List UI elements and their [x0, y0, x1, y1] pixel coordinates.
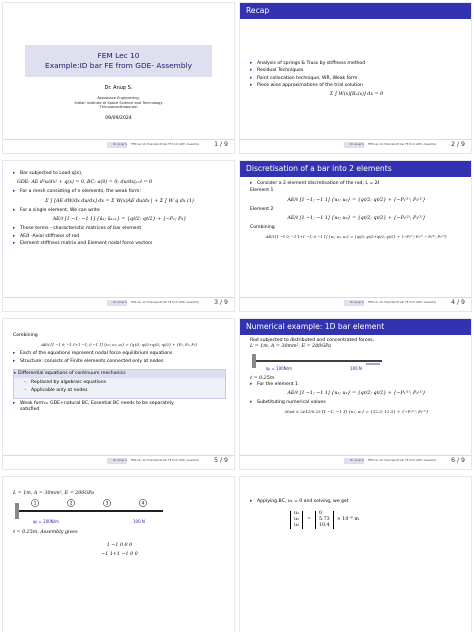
matrix-row-1: 1 −1 0 0 0 — [106, 542, 133, 548]
list-item: ▸ Bar subjected to Load q(x), — [13, 171, 226, 177]
list-item: ▸ Element stiffness matrix and Element nodal force vectors — [13, 241, 226, 247]
frame-title: Numerical example: 1D bar element — [240, 319, 471, 335]
label-u1: u₁ — [294, 511, 300, 517]
weak-form-equation: Σ ∫ [AE dW/dx du/dx] dx = Σ W(x)AE du/dx | + Σ ∫ W q dx (1) — [45, 198, 194, 204]
problem-statement: Rod subjected to distributed and concentrated forces, — [250, 338, 375, 343]
element-number: 3 — [105, 501, 109, 507]
slide-footer — [240, 455, 471, 469]
single-element-equation: AE/ℓ [1 −1; −1 1] {ûₖ; ûₖ₊₁} = {qℓ/2; qℓ/2} + {−P₁; P₂} — [52, 217, 187, 223]
bullet-list — [250, 499, 463, 505]
bar-figure — [250, 350, 390, 372]
slide-body — [240, 177, 471, 241]
list-item — [13, 401, 226, 413]
slide-footer — [240, 297, 471, 311]
bullet-list — [13, 351, 226, 365]
slide-body — [240, 19, 471, 99]
problem-parameters: L = 1m, A = 30mm², E = 200GPa — [13, 491, 95, 496]
sub-list — [24, 380, 221, 394]
equals-sign: = — [307, 517, 312, 523]
slide-5 — [2, 318, 235, 470]
footer-title: FEM Lec 10: Example:ID bar FE from GDE- Assembly — [131, 459, 200, 462]
list-item: ▸ AE/ℓ -Axial stiffness of rod — [13, 234, 226, 240]
slide-7 — [2, 476, 235, 632]
list-item: – Replaced by algebraic equations — [24, 380, 221, 386]
block-heading: ▸ Differential equations of continuum mechanics — [14, 370, 225, 378]
list-item: – Applicable only at nodes — [24, 388, 221, 394]
frame-title: Recap — [240, 3, 471, 19]
list-item: ▸ These terms - characteristic matrices of bar element — [13, 226, 226, 232]
element-number: 1 — [33, 501, 37, 507]
slide-body — [3, 477, 234, 558]
element-2-equation: AE/ℓ [1 −1; −1 1] {u₂; u₃} = {qℓ/2; qℓ/2} + {−P₂⁽²⁾; P₃⁽²⁾} — [287, 216, 426, 221]
point-load-label: 100 N — [133, 519, 145, 525]
value-u2: 5.73 — [319, 517, 330, 523]
combined-equation: AE/ℓ [1 −1 0; −1 1+1 −1; 0 −1 1] {u₁; u₂; u₃} = {qℓ/2; qℓ/2+qℓ/2; qℓ/2} + {F₁; F₂; F₃} — [41, 343, 198, 348]
bar-figure — [13, 497, 183, 527]
slide-6 — [239, 318, 472, 470]
slide-2 — [239, 2, 472, 154]
distributed-load-label: q₀ = 100N/m — [266, 366, 292, 372]
footer-title: FEM Lec 10: Example:ID bar FE from GDE- Assembly — [368, 301, 437, 304]
slide-body — [3, 319, 234, 413]
list-item: ▸ Consider a 2 element discretisation of the rod, L = 2ℓ — [250, 181, 463, 187]
footer-author: Dr. Anup S. — [113, 459, 128, 462]
slide-4 — [239, 160, 472, 312]
slide-body — [240, 477, 471, 529]
page-number: 2 / 9 — [451, 141, 465, 148]
list-item: ▸ Each of the equations represent nodal force equilibrium equations — [13, 351, 226, 357]
unit-suffix: × 10⁻⁶ m — [336, 517, 359, 523]
element-1-label: Element 1 — [250, 188, 274, 194]
bullet-list — [250, 181, 463, 187]
list-item-line: satisfied — [20, 407, 40, 413]
list-item: ▸ Structure: consists of Finite elements connected only at nodes — [13, 359, 226, 365]
combined-equation: AE/ℓ [1 −1 0; −1 1+1 −1; 0 −1 1] {u₁; u₂; u₃} = {qℓ/2; qℓ/2+qℓ/2; qℓ/2} + {−P₁⁽¹⁾; P₂⁽¹⁾ − P₂⁽²⁾; P₃⁽²⁾} — [266, 235, 447, 240]
matrix-row-2: −1 1+1 −1 0 0 — [101, 551, 138, 557]
inst-line-1: Aerospace Engineering, — [97, 96, 140, 100]
bullet-list — [13, 171, 226, 177]
element-1-equation: AE/ℓ [1 −1; −1 1] {u₁; u₂} = {qℓ/2; qℓ/2} + {−P₁⁽¹⁾; P₂⁽¹⁾} — [287, 391, 426, 397]
slide-body — [240, 335, 471, 416]
slide-footer — [3, 455, 234, 469]
bullet-list — [18, 370, 221, 378]
value-u3: 10.4 — [319, 523, 330, 529]
bullet-list — [13, 208, 226, 214]
bullet-list — [13, 189, 226, 195]
slide-footer — [3, 139, 234, 153]
slide-3 — [2, 160, 235, 312]
bullet-list — [250, 400, 463, 406]
gde-equation: GDE: AE d²u/dx² + q(x) = 0, BC: u(0) = 0; du/dx|ₓ₌ℓ = 0 — [17, 180, 153, 186]
numerical-equation: 30e6 × 2e11/0.25 [1 −1; −1 1] {u₁; u₂} = {12.5; 12.5} + {−P₁⁽¹⁾; P₂⁽¹⁾} — [284, 409, 429, 415]
list-item: ▸ Applying BC, u₁ = 0 and solving, we get — [250, 499, 463, 505]
slide-1 — [2, 2, 235, 154]
combining-label: Combining — [250, 225, 275, 231]
footer-title: FEM Lec 10: Example:ID bar FE from GDE- Assembly — [368, 459, 437, 462]
bullet-list — [13, 226, 226, 247]
footer-author: Dr. Anup S. — [350, 459, 365, 462]
footer-author: Dr. Anup S. — [113, 301, 128, 304]
date: 09/09/2024 — [105, 115, 132, 121]
bullet-list — [13, 401, 226, 413]
footer-title: FEM Lec 10: Example:ID bar FE from GDE- Assembly — [368, 143, 437, 146]
footer-author: Dr. Anup S. — [113, 143, 128, 146]
element-length: ℓ = 0.25m — [250, 375, 275, 381]
footer-title: FEM Lec 10: Example:ID bar FE from GDE- Assembly — [131, 143, 200, 146]
author: Dr. Anup S. — [104, 85, 133, 91]
wall-support — [15, 503, 19, 519]
displacement-values — [315, 511, 334, 529]
lecture-title: FEM Lec 10 — [97, 51, 140, 60]
list-item: ▸ Substituting numerical values — [250, 400, 463, 406]
list-item: ▸ Point collocation technique, WR, Weak form — [250, 76, 463, 82]
title-box — [25, 45, 212, 77]
element-1-equation: AE/ℓ [1 −1; −1 1] {u₁; u₂} = {qℓ/2; qℓ/2} + {−P₁⁽¹⁾; P₂⁽¹⁾} — [287, 197, 426, 203]
highlight-block — [13, 369, 226, 399]
bullet-list — [250, 382, 463, 388]
element-number: 2 — [69, 501, 73, 507]
bullet-list — [250, 61, 463, 89]
list-item: ▸ Analysis of springs & Truss by stiffness method — [250, 61, 463, 67]
page-number: 3 / 9 — [214, 299, 228, 306]
list-item: ▸ For a single element, We can write — [13, 208, 226, 214]
element-2-label: Element 2 — [250, 206, 274, 212]
solution-vector — [290, 511, 463, 529]
displacement-labels — [290, 511, 303, 529]
list-item-line: Weak form= GDE+natural BC, Essential BC needs to be separately — [20, 400, 174, 406]
problem-parameters: L = 1m, A = 30mm², E = 200GPa — [250, 344, 332, 350]
lecture-subtitle: Example:ID bar FE from GDE- Assembly — [45, 61, 192, 70]
assembly-text: ℓ = 0.25m, Assembly gives — [13, 530, 78, 536]
slide-footer — [240, 139, 471, 153]
list-item: ▸ Residual Techniques — [250, 68, 463, 74]
wall-support — [252, 354, 256, 368]
slide-8 — [239, 476, 472, 632]
point-load-label: 100 N — [350, 366, 362, 372]
inst-line-3: Thiruvananthapuram — [99, 105, 138, 110]
label-u3: u₃ — [294, 523, 300, 529]
list-item: ▸ For a mesh consisting of n elements, the weak form: — [13, 189, 226, 195]
slide-footer — [3, 297, 234, 311]
inst-line-2: Indian institute of Space Science and Technology — [74, 100, 163, 105]
list-item: ▸ For the element 1 — [250, 382, 463, 388]
footer-author: Dr. Anup S. — [350, 301, 365, 304]
frame-title: Discretisation of a bar into 2 elements — [240, 161, 471, 177]
slide-body — [3, 161, 234, 247]
page-number: 1 / 9 — [214, 141, 228, 148]
page-number: 6 / 9 — [451, 457, 465, 464]
institution — [3, 96, 234, 110]
page-number: 4 / 9 — [451, 299, 465, 306]
combining-label: Combining — [13, 333, 38, 338]
element-number: 4 — [141, 501, 145, 507]
page-number: 5 / 9 — [214, 457, 228, 464]
value-u1: 0 — [319, 511, 323, 517]
equation: Σ ∫ W(x)[Rₑ(x)] dx = 0 — [329, 92, 384, 98]
list-item: ▸ Piece wise approximations of the trial solution — [250, 83, 463, 89]
footer-title: FEM Lec 10: Example:ID bar FE from GDE- Assembly — [131, 301, 200, 304]
distributed-load-label: q₀ = 100N/m — [33, 519, 59, 525]
footer-author: Dr. Anup S. — [350, 143, 365, 146]
label-u2: u₂ — [294, 517, 300, 523]
